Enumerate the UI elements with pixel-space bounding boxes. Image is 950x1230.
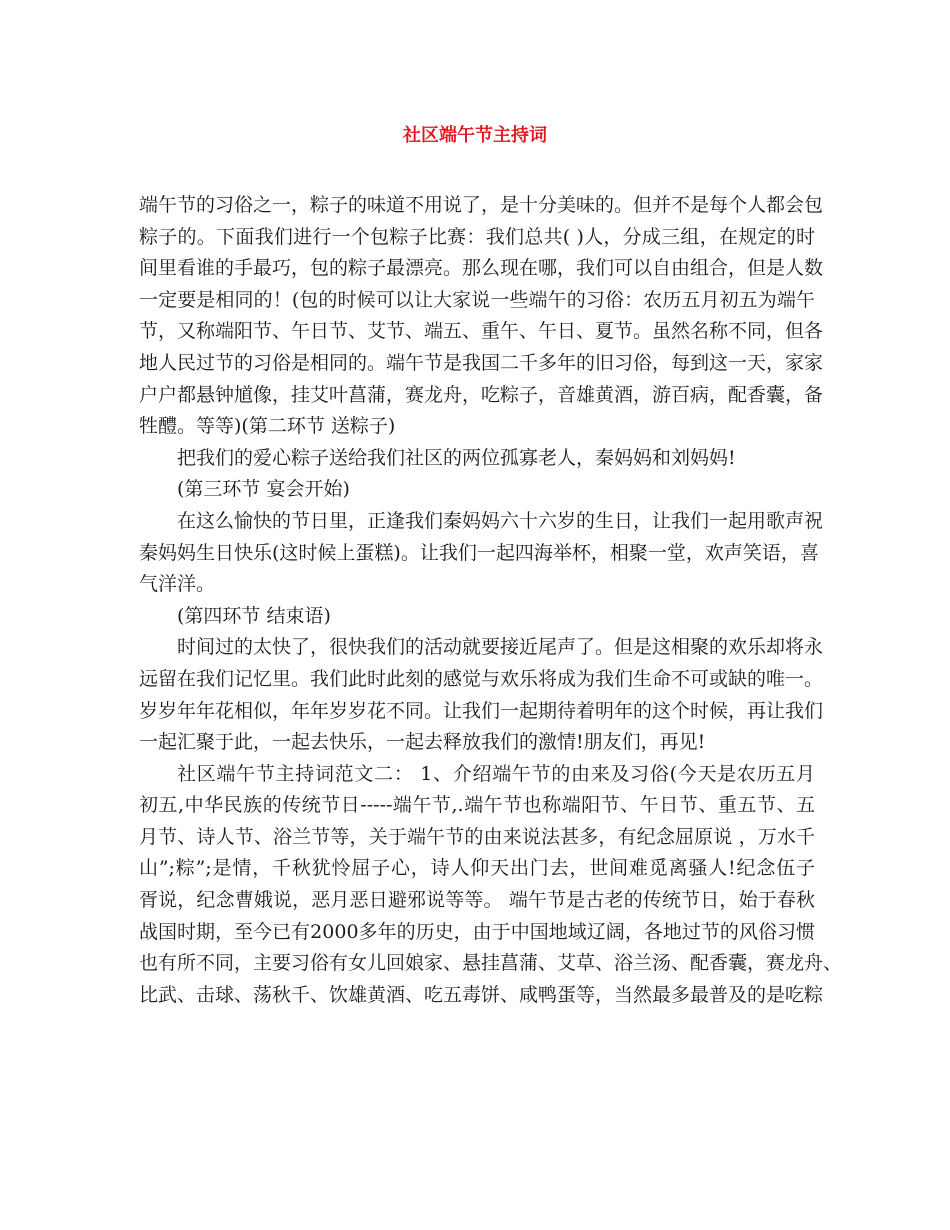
body-line: 远留在我们记忆里。我们此时此刻的感觉与欢乐将成为我们生命不可或缺的唯一。 — [139, 667, 824, 690]
body-line: 把我们的爱心粽子送给我们社区的两位孤寡老人，秦妈妈和刘妈妈! — [177, 446, 736, 469]
body-line: (第四环节 结束语) — [177, 604, 331, 627]
body-line: 户户都悬钟馗像，挂艾叶菖蒲，赛龙舟，吃粽子，音雄黄酒，游百病，配香囊，备 — [139, 383, 824, 406]
body-line: 间里看谁的手最巧，包的粽子最漂亮。那么现在哪，我们可以自由组合，但是人数 — [139, 257, 824, 280]
body-line: 端午节的习俗之一，粽子的味道不用说了，是十分美味的。但并不是每个人都会包 — [139, 194, 824, 216]
body-line: 初五,中华民族的传统节日-----端午节,.端午节也称端阳节、午日节、重五节、五 — [139, 794, 815, 817]
body-line: 气洋洋。 — [139, 573, 216, 596]
body-line: 时间过的太快了，很快我们的活动就要接近尾声了。但是这相聚的欢乐却将永 — [177, 636, 824, 659]
body-line: 也有所不同，主要习俗有女儿回娘家、悬挂菖蒲、艾草、浴兰汤、配香囊，赛龙舟、 — [139, 952, 843, 975]
body-line: 岁岁年年花相似，年年岁岁花不同。让我们一起期待着明年的这个时候，再让我们 — [139, 699, 824, 722]
document-title: 社区端午节主持词 — [403, 125, 547, 146]
body-line: 一定要是相同的！(包的时候可以让大家说一些端午的习俗：农历五月初五为端午 — [139, 288, 815, 311]
body-line: 一起汇聚于此，一起去快乐，一起去释放我们的激情!朋友们，再见! — [139, 731, 706, 754]
body-line: 牲醴。等等)(第二环节 送粽子) — [139, 415, 396, 438]
body-line: 胥说，纪念曹娥说，恶月恶日避邪说等等。 端午节是古老的传统节日，始于春秋 — [139, 889, 815, 912]
body-line: 节，又称端阳节、午日节、艾节、端五、重午、午日、夏节。虽然名称不同，但各 — [139, 320, 824, 343]
document-body — [139, 190, 843, 1011]
body-line: 地人民过节的习俗是相同的。端午节是我国二千多年的旧习俗，每到这一天，家家 — [139, 351, 824, 374]
body-line: 粽子的。下面我们进行一个包粽子比赛：我们总共( )人，分成三组，在规定的时 — [139, 225, 815, 248]
body-line: 月节、诗人节、浴兰节等，关于端午节的由来说法甚多，有纪念屈原说 ，万水千 — [139, 825, 815, 848]
body-line: 秦妈妈生日快乐(这时候上蛋糕)。让我们一起四海举杯，相聚一堂，欢声笑语，喜 — [139, 541, 819, 564]
body-line: 社区端午节主持词范文二： 1、介绍端午节的由来及习俗(今天是农历五月 — [177, 762, 815, 785]
body-line: 在这么愉快的节日里，正逢我们秦妈妈六十六岁的生日，让我们一起用歌声祝 — [177, 509, 824, 532]
body-line: 战国时期，至今已有2000多年的历史，由于中国地域辽阔，各地过节的风俗习惯 — [139, 920, 815, 943]
body-line: (第三环节 宴会开始) — [177, 478, 350, 501]
body-line: 山”;粽”;是情，千秋犹怜屈子心，诗人仰天出门去，世间难觅离骚人!纪念伍子 — [139, 857, 815, 880]
body-line: 比武、击球、荡秋千、饮雄黄酒、吃五毒饼、咸鸭蛋等，当然最多最普及的是吃粽 — [139, 983, 824, 1006]
